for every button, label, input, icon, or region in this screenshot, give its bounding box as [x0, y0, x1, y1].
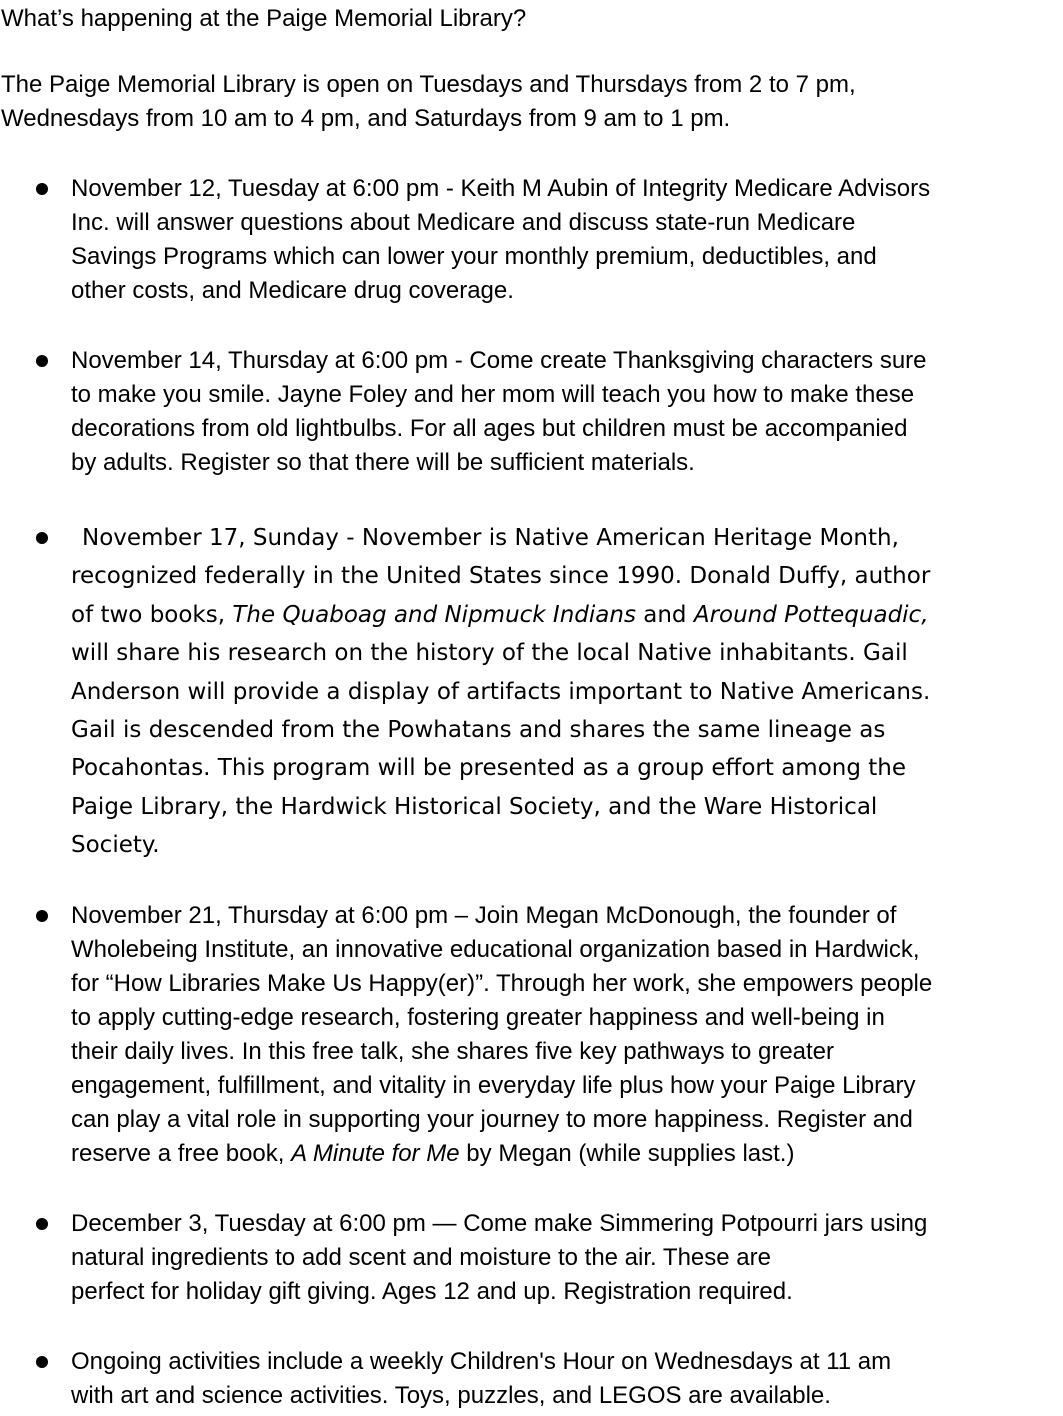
book-title: A Minute for Me: [291, 1140, 460, 1167]
event-line: Inc. will answer questions about Medicare and discuss state-run Medicare: [71, 209, 856, 236]
event-line: natural ingredients to add scent and moisture to the air. These are: [71, 1244, 771, 1271]
event-line: November 17, Sunday - November is Native American Heritage Month,: [82, 525, 899, 551]
event-line: Anderson will provide a display of artifacts important to Native Americans.: [71, 678, 931, 705]
event-line: Wholebeing Institute, an innovative educational organization based in Hardwick,: [71, 936, 920, 963]
event-line: can play a vital role in supporting your journey to more happiness. Register and: [71, 1106, 913, 1133]
bullet-icon: [36, 1356, 48, 1368]
event-line: by adults. Register so that there will be sufficient materials.: [71, 449, 695, 476]
event-line: December 3, Tuesday at 6:00 pm — Come make Simmering Potpourri jars using: [71, 1210, 928, 1237]
bullet-icon: [36, 355, 48, 367]
bullet-icon: [36, 1218, 48, 1230]
event-line: decorations from old lightbulbs. For all ages but children must be accompanied: [71, 415, 908, 442]
event-line: Gail is descended from the Powhatans and shares the same lineage as: [71, 717, 886, 744]
event-text: [71, 899, 932, 1171]
event-line: their daily lives. In this free talk, she shares five key pathways to greater: [71, 1038, 835, 1065]
event-line: for “How Libraries Make Us Happy(er)”. Through her work, she empowers people: [71, 970, 933, 997]
event-line: Ongoing activities include a weekly Children's Hour on Wednesdays at 11 am: [71, 1348, 892, 1375]
book-title: Around Pottequadic,: [693, 601, 929, 628]
book-title: The Quaboag and Nipmuck Indians: [232, 601, 636, 628]
event-line: with art and science activities. Toys, puzzles, and LEGOS are available.: [71, 1382, 831, 1409]
event-line: Paige Library, the Hardwick Historical Society, and the Ware Historical: [71, 793, 878, 820]
event-line: November 14, Thursday at 6:00 pm - Come create Thanksgiving characters sure: [71, 347, 927, 374]
library-hours-paragraph: [1, 68, 1041, 136]
event-text: [71, 344, 927, 480]
event-line: will share his research on the history of the local Native inhabitants. Gail: [71, 640, 908, 667]
event-text: [71, 1345, 891, 1413]
event-line: of two books, The Quaboag and Nipmuck Indians and Around Pottequadic,: [71, 601, 929, 628]
event-line: Society.: [71, 832, 160, 859]
event-line: perfect for holiday gift giving. Ages 12 and up. Registration required.: [71, 1278, 793, 1305]
bullet-icon: [36, 183, 48, 195]
event-line: reserve a free book, A Minute for Me by Megan (while supplies last.): [71, 1140, 795, 1167]
page-heading: What’s happening at the Paige Memorial Library?: [1, 5, 527, 32]
event-text: [71, 172, 930, 308]
event-line: recognized federally in the United States since 1990. Donald Duffy, author: [71, 563, 931, 590]
event-line: Pocahontas. This program will be presented as a group effort among the: [71, 755, 907, 782]
bullet-icon: [36, 910, 48, 922]
intro-line: Wednesdays from 10 am to 4 pm, and Saturdays from 9 am to 1 pm.: [1, 105, 731, 132]
event-text: [71, 1207, 927, 1309]
event-line: Savings Programs which can lower your monthly premium, deductibles, and: [71, 243, 877, 270]
intro-line: The Paige Memorial Library is open on Tuesdays and Thursdays from 2 to 7 pm,: [1, 71, 856, 98]
event-line: to make you smile. Jayne Foley and her mom will teach you how to make these: [71, 381, 915, 408]
event-line: November 12, Tuesday at 6:00 pm - Keith M Aubin of Integrity Medicare Advisors: [71, 175, 931, 202]
event-line: to apply cutting-edge research, fostering greater happiness and well-being in: [71, 1004, 885, 1031]
event-line: other costs, and Medicare drug coverage.: [71, 277, 514, 304]
bullet-icon: [36, 532, 48, 544]
event-line: engagement, fulfillment, and vitality in everyday life plus how your Paige Library: [71, 1072, 916, 1099]
event-text: [71, 519, 930, 865]
event-line: November 21, Thursday at 6:00 pm – Join Megan McDonough, the founder of: [71, 902, 897, 929]
